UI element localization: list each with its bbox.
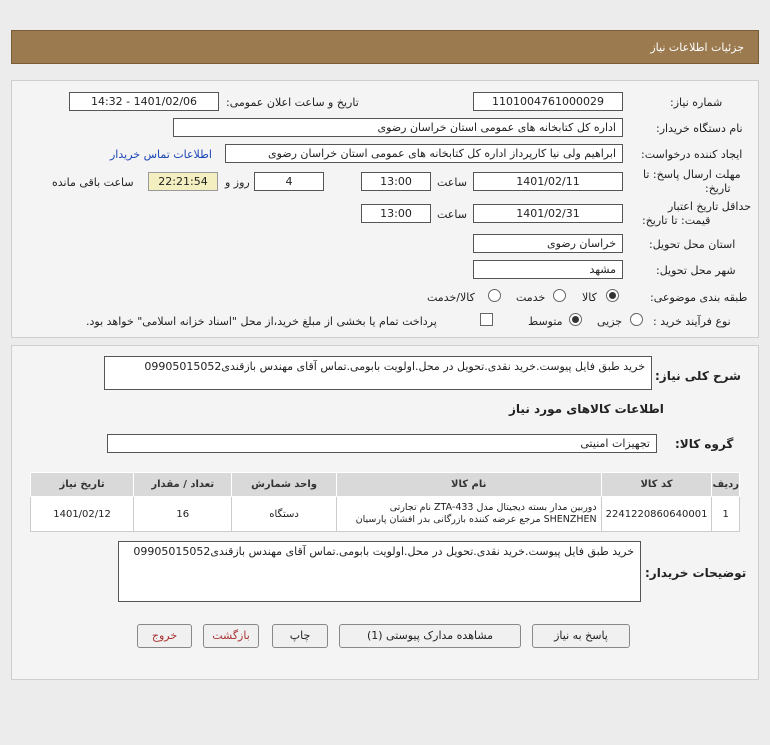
cell-qty: 16: [134, 497, 232, 532]
province-field: خراسان رضوی: [473, 234, 623, 253]
cell-name: دوربین مدار بسته دیجیتال مدل ZTA-433 نام تجارتی SHENZHEN مرجع عرضه کننده بازرگانی بدر افشان پارسیان: [336, 497, 601, 532]
buyer-label: نام دستگاه خریدار:: [656, 122, 743, 135]
category-service-radio[interactable]: [553, 289, 566, 302]
summary-field: خرید طبق فایل پیوست.خرید نقدی.تحویل در محل.اولویت بابومی.تماس آقای مهندس بازقندی09905015052: [104, 356, 652, 390]
category-label: طبقه بندی موضوعی:: [650, 291, 748, 304]
category-goods-service-label: کالا/خدمت: [427, 291, 475, 304]
validity-time-field: 13:00: [361, 204, 431, 223]
city-label: شهر محل تحویل:: [656, 264, 736, 277]
deadline-label: مهلت ارسال پاسخ: تا: [643, 168, 741, 181]
days-field: 4: [254, 172, 324, 191]
category-goods-radio[interactable]: [606, 289, 619, 302]
need-number-field: 1101004761000029: [473, 92, 623, 111]
city-field: مشهد: [473, 260, 623, 279]
process-small-radio[interactable]: [630, 313, 643, 326]
remaining-label: ساعت باقی مانده: [52, 176, 134, 189]
validity-label: حداقل تاریخ اعتبار: [668, 200, 752, 213]
validity-time-label: ساعت: [437, 208, 467, 221]
page-title: جزئیات اطلاعات نیاز: [650, 41, 744, 54]
summary-label: شرح کلی نیاز:: [655, 369, 741, 383]
deadline-date-field: 1401/02/11: [473, 172, 623, 191]
exit-button[interactable]: خروج: [137, 624, 192, 648]
table-header-row: [31, 473, 740, 497]
cell-code: 2241220860640001: [601, 497, 712, 532]
group-label: گروه کالا:: [675, 437, 734, 451]
goods-table: [30, 472, 740, 532]
group-field: تجهیزات امنیتی: [107, 434, 657, 453]
col-row: ردیف: [712, 473, 740, 497]
process-small-label: جزیی: [597, 315, 623, 328]
validity-label-2: قیمت: تا تاریخ:: [642, 214, 711, 227]
buyer-notes-field: خرید طبق فایل پیوست.خرید نقدی.تحویل در محل.اولویت بابومی.تماس آقای مهندس بازقندی09905015052: [118, 541, 641, 602]
buyer-field: اداره کل کتابخانه های عمومی استان خراسان رضوی: [173, 118, 623, 137]
col-date: تاریخ نیاز: [31, 473, 134, 497]
deadline-time-label: ساعت: [437, 176, 467, 189]
creator-field: ابراهیم ولی نیا کارپرداز اداره کل کتابخانه های عمومی استان خراسان رضوی: [225, 144, 623, 163]
col-qty: تعداد / مقدار: [134, 473, 232, 497]
process-medium-radio[interactable]: [569, 313, 582, 326]
announce-label: تاریخ و ساعت اعلان عمومی:: [226, 96, 359, 109]
reply-button[interactable]: پاسخ به نیاز: [532, 624, 630, 648]
remaining-time-field: 22:21:54: [148, 172, 218, 191]
payment-note: پرداخت تمام یا بخشی از مبلغ خرید،از محل "اسناد خزانه اسلامی" خواهد بود.: [86, 315, 437, 328]
col-code: کد کالا: [601, 473, 712, 497]
goods-section-title: اطلاعات کالاهای مورد نیاز: [509, 402, 664, 416]
category-service-label: خدمت: [516, 291, 546, 304]
print-button[interactable]: چاپ: [272, 624, 328, 648]
cell-unit: دستگاه: [232, 497, 336, 532]
cell-row: 1: [712, 497, 740, 532]
contact-info-link[interactable]: اطلاعات تماس خریدار: [110, 148, 212, 161]
validity-date-field: 1401/02/31: [473, 204, 623, 223]
category-goods-label: کالا: [582, 291, 597, 304]
cell-date: 1401/02/12: [31, 497, 134, 532]
buyer-notes-label: توضیحات خریدار:: [645, 566, 747, 580]
view-attachments-button[interactable]: مشاهده مدارک پیوستی (1): [339, 624, 521, 648]
announce-field: 1401/02/06 - 14:32: [69, 92, 219, 111]
treasury-checkbox[interactable]: [480, 313, 493, 326]
process-label: نوع فرآیند خرید :: [653, 315, 731, 328]
col-unit: واحد شمارش: [232, 473, 336, 497]
deadline-label-2: تاریخ:: [705, 182, 731, 195]
col-name: نام کالا: [336, 473, 601, 497]
process-medium-label: متوسط: [528, 315, 563, 328]
need-number-label: شماره نیاز:: [670, 96, 723, 109]
creator-label: ایجاد کننده درخواست:: [641, 148, 743, 161]
table-row: [31, 497, 740, 532]
deadline-time-field: 13:00: [361, 172, 431, 191]
province-label: استان محل تحویل:: [649, 238, 736, 251]
category-goods-service-radio[interactable]: [488, 289, 501, 302]
days-label: روز و: [225, 176, 250, 189]
page-header: [11, 30, 759, 64]
back-button[interactable]: بازگشت: [203, 624, 259, 648]
